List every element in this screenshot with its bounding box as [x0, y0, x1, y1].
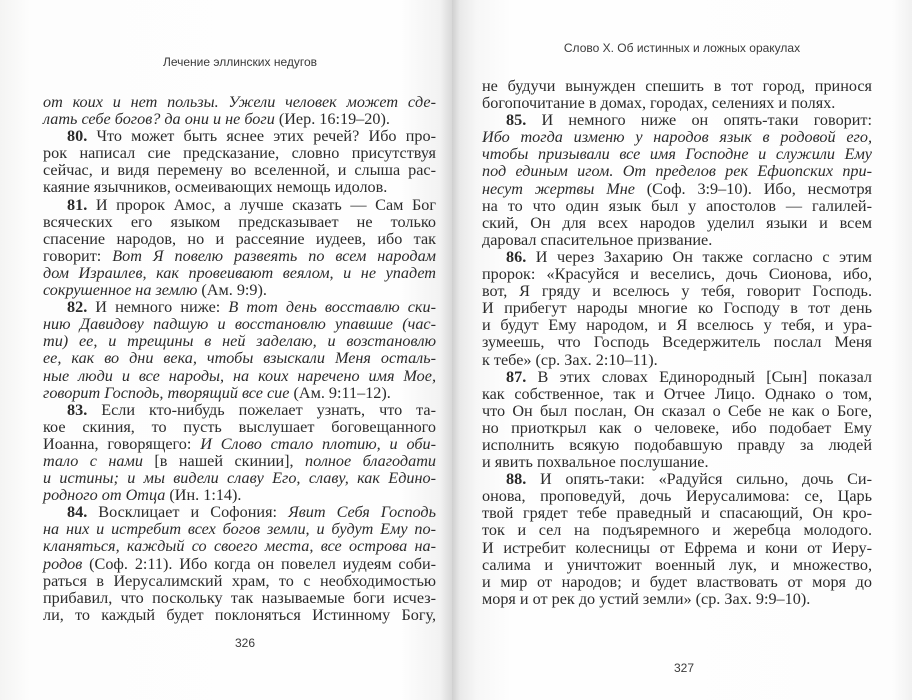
- text-segment: В этих словах Единородный [Сын] показал: [526, 367, 872, 386]
- text-segment: Если кто-нибудь пожелает узнать, что та-: [87, 400, 436, 419]
- text-line: [482, 317, 872, 334]
- text-segment: ток и сел на подъяремного и жеребца молодого.: [482, 521, 872, 540]
- text-line: [43, 214, 436, 231]
- scripture-quote: нию Давидову падшую и восстановлю упавшие (час-: [43, 315, 436, 334]
- text-line: [482, 129, 872, 146]
- text-segment: И пророк Амос, а лучше сказать — Сам Бог: [87, 195, 436, 214]
- text-line: [43, 333, 436, 350]
- text-segment: сейчас, и видя перемену во вселенной, и слыша рас-: [43, 161, 436, 180]
- text-line: [43, 94, 436, 111]
- paragraph: [482, 471, 872, 608]
- text-segment: прибавил, что поскольку так называемые боги исчез-: [43, 588, 436, 607]
- text-segment: И немного ниже он опять-таки говорит:: [526, 111, 872, 130]
- text-line: [43, 487, 436, 504]
- text-line: [482, 454, 872, 471]
- scripture-quote: Вот Я повелю развеять по всем народам: [112, 246, 436, 265]
- text-segment: (Иер. 16:19–20).: [274, 110, 390, 129]
- text-line: [43, 607, 436, 624]
- text-line: [43, 231, 436, 248]
- scripture-quote: родов: [43, 554, 83, 573]
- text-line: [43, 556, 436, 573]
- text-segment: что Он был послан, Он сказал о Себе не как о Боге,: [482, 401, 872, 420]
- text-line: [43, 145, 436, 162]
- scripture-quote: полное благодати: [305, 451, 436, 470]
- text-line: [482, 249, 872, 266]
- text-segment: (Ин. 1:14).: [165, 486, 242, 505]
- paragraph-number: 81.: [67, 195, 88, 214]
- text-segment: (Ам. 9:9).: [197, 281, 267, 300]
- paragraph-number: 80.: [67, 127, 88, 146]
- paragraph: [482, 112, 872, 249]
- paragraph-number: 85.: [506, 111, 527, 130]
- text-line: [482, 437, 872, 454]
- scripture-quote: ные люди и все народы, на коих наречено имя Мое,: [43, 366, 436, 385]
- text-segment: зумеешь, что Господь Вседержитель послал Меня: [482, 333, 872, 352]
- scripture-quote: кланяться, каждый со своего места, все острова на-: [43, 537, 436, 556]
- text-line: [43, 538, 436, 555]
- text-line: [482, 300, 872, 317]
- scripture-quote: ее, как во дни века, чтобы взыскали Меня осталь-: [43, 349, 436, 368]
- text-segment: и явить похвальное послушание.: [482, 453, 709, 472]
- text-line: [482, 283, 872, 300]
- text-line: [482, 198, 872, 215]
- text-line: [43, 179, 436, 196]
- text-segment: И немного ниже:: [87, 298, 229, 317]
- scripture-quote: Ибо тогда изменю у народов язык в родовой его,: [482, 128, 872, 147]
- scripture-quote: лать себе богов? да они и не боги: [43, 110, 275, 129]
- text-segment: всяческих его языком предсказывает не только: [43, 212, 436, 231]
- text-line: [482, 95, 872, 112]
- text-line: [482, 591, 872, 608]
- text-line: [482, 215, 872, 232]
- text-line: [43, 402, 436, 419]
- text-line: [43, 470, 436, 487]
- text-line: [43, 368, 436, 385]
- page-number: 327: [673, 661, 695, 675]
- text-line: [482, 403, 872, 420]
- text-line: [43, 282, 436, 299]
- text-line: [43, 385, 436, 402]
- scripture-quote: и истины; и мы видели славу Его, славу, как Едино-: [43, 469, 436, 488]
- text-segment: говорит:: [43, 246, 113, 265]
- paragraph: [482, 249, 872, 369]
- text-segment: твой грядет тебе праведный и спасающий, Он кро-: [482, 504, 872, 523]
- text-line: [43, 419, 436, 436]
- text-segment: салима и уничтожит военный лук, и множество,: [482, 555, 872, 574]
- scripture-quote: сокрушенное на землю: [43, 281, 198, 300]
- text-line: [482, 522, 872, 539]
- text-line: [482, 112, 872, 129]
- text-segment: И истребит колесницы от Ефрема и кони от Иеру-: [482, 538, 872, 557]
- text-segment: рок написал сие предсказание, словно присутствуя: [43, 144, 436, 163]
- text-segment: но приоткрыл как о человеке, ибо подобает Ему: [482, 418, 872, 437]
- paragraph-number: 86.: [506, 247, 527, 266]
- paragraph-number: 84.: [67, 503, 88, 522]
- text-segment: не будучи вынужден спешить в тот город, принося: [482, 77, 872, 95]
- text-line: [43, 573, 436, 590]
- text-line: [482, 232, 872, 249]
- running-header: Лечение эллинских недугов: [162, 55, 318, 69]
- text-segment: на то что один язык был у апостолов — галилей-: [482, 196, 872, 215]
- left-page: [0, 0, 452, 700]
- scripture-quote: ти) ее, и трещины в ней заделаю, и возстановлю: [43, 332, 436, 351]
- scripture-quote: В тот день восставлю ски-: [228, 298, 436, 317]
- text-line: [482, 334, 872, 351]
- scripture-quote: И Слово стало плотию, и оби-: [200, 434, 436, 453]
- text-segment: (Соф. 3:9–10). Ибо, несмотря: [634, 179, 872, 198]
- scripture-quote: тало с нами: [43, 451, 143, 470]
- text-segment: И опять-таки: «Радуйся сильно, дочь Си-: [526, 470, 872, 489]
- text-line: [43, 436, 436, 453]
- right-page: [452, 0, 912, 700]
- text-segment: и мир от народов; и будет властвовать от моря до: [482, 572, 872, 591]
- paragraph: [43, 197, 436, 300]
- text-line: [43, 316, 436, 333]
- paragraph: [482, 369, 872, 472]
- text-line: [43, 162, 436, 179]
- text-line: [43, 128, 436, 145]
- scripture-quote: от коих и нет пользы. Ужели человек может сде-: [43, 93, 436, 111]
- paragraph-number: 87.: [506, 367, 527, 386]
- text-line: [482, 505, 872, 522]
- text-line: [43, 521, 436, 538]
- page-number: 326: [234, 636, 256, 650]
- text-line: [482, 386, 872, 403]
- text-line: [482, 540, 872, 557]
- text-line: [482, 146, 872, 163]
- text-segment: (Ам. 9:11–12).: [289, 383, 391, 402]
- scripture-quote: дом Израилев, как провеивают веялом, и не упадет: [43, 263, 436, 282]
- text-segment: [в нашей скинии],: [142, 451, 306, 470]
- text-segment: кое скиния, то пусть выслушает боговещанного: [43, 417, 436, 436]
- paragraph: [43, 94, 436, 128]
- text-line: [482, 488, 872, 505]
- text-segment: Что может быть яснее этих речей? Ибо про-: [87, 127, 436, 146]
- text-segment: И через Захарию Он также согласно с этим: [526, 247, 872, 266]
- scripture-quote: родного от Отца: [43, 486, 166, 505]
- scripture-quote: Явит Себя Господь: [288, 503, 436, 522]
- text-line: [43, 248, 436, 265]
- text-segment: к тебе» (ср. Зах. 2:10–11).: [482, 350, 658, 369]
- text-segment: Иоанна, говорящего:: [43, 434, 201, 453]
- text-line: [482, 181, 872, 198]
- scripture-quote: говорит Господь, творящий все сие: [43, 383, 290, 402]
- text-segment: моря и от рек до устий земли» (ср. Зах. 9:9–10).: [482, 589, 811, 608]
- text-segment: онова, проповедуй, дочь Иерусалимова: се, Царь: [482, 487, 872, 506]
- paragraph-number: 88.: [506, 470, 527, 489]
- text-line: [482, 163, 872, 180]
- paragraph: [482, 78, 872, 112]
- page-body: [43, 94, 436, 624]
- text-line: [482, 369, 872, 386]
- scripture-quote: чтобы призывали все имя Господне и служили Ему: [482, 145, 872, 164]
- text-line: [482, 557, 872, 574]
- text-line: [43, 265, 436, 282]
- text-line: [482, 471, 872, 488]
- paragraph: [43, 402, 436, 505]
- paragraph-number: 82.: [67, 298, 88, 317]
- running-header: Слово X. Об истинных и ложных оракулах: [563, 41, 801, 55]
- paragraph: [43, 504, 436, 624]
- text-line: [43, 197, 436, 214]
- page-body: [482, 78, 872, 608]
- text-segment: как собственное, так и Отчее Лицо. Однако о том,: [482, 384, 872, 403]
- text-line: [482, 266, 872, 283]
- text-segment: каяние язычников, осмеивающих немощь идолов.: [43, 178, 388, 197]
- text-segment: Восклицает и Софония:: [87, 503, 289, 522]
- text-line: [43, 504, 436, 521]
- text-line: [482, 574, 872, 591]
- text-line: [43, 350, 436, 367]
- scripture-quote: под единым игом. От пределов рек Ефиопских при-: [482, 162, 872, 181]
- text-segment: пророк: «Красуйся и веселись, дочь Сионова, ибо,: [482, 265, 872, 284]
- text-segment: И прибегут народы многие ко Господу в тот день: [482, 299, 872, 318]
- scripture-quote: несут жертвы Мне: [482, 179, 635, 198]
- text-line: [43, 590, 436, 607]
- text-segment: и будут Ему народом, и Я вселюсь у тебя, и ура-: [482, 316, 872, 335]
- text-line: [482, 420, 872, 437]
- text-segment: раться в Иерусалимский храм, то с необходимостью: [43, 571, 436, 590]
- text-segment: (Соф. 2:11). Ибо когда он повелел иудеям соби-: [82, 554, 436, 573]
- text-segment: ский, Он для всех народов уделил языки и всем: [482, 213, 872, 232]
- text-line: [43, 453, 436, 470]
- scripture-quote: на них и истребит всех богов земли, и будут Ему по-: [43, 520, 436, 539]
- text-line: [482, 352, 872, 369]
- text-segment: спасение народов, но и рассеяние иудеев, ибо так: [43, 229, 436, 248]
- text-line: [482, 78, 872, 95]
- paragraph-number: 83.: [67, 400, 88, 419]
- text-line: [43, 111, 436, 128]
- paragraph: [43, 299, 436, 402]
- text-segment: даровал спасительное призвание.: [482, 230, 713, 249]
- text-segment: ли, то каждый будет поклоняться Истинному Богу,: [43, 605, 436, 624]
- paragraph: [43, 128, 436, 196]
- text-segment: вот, Я гряду и вселюсь у тебя, говорит Господь.: [482, 282, 872, 301]
- text-segment: исполнить всякую подобавшую правду за людей: [482, 435, 872, 454]
- text-segment: богопочитание в домах, городах, селениях и полях.: [482, 94, 836, 113]
- text-line: [43, 299, 436, 316]
